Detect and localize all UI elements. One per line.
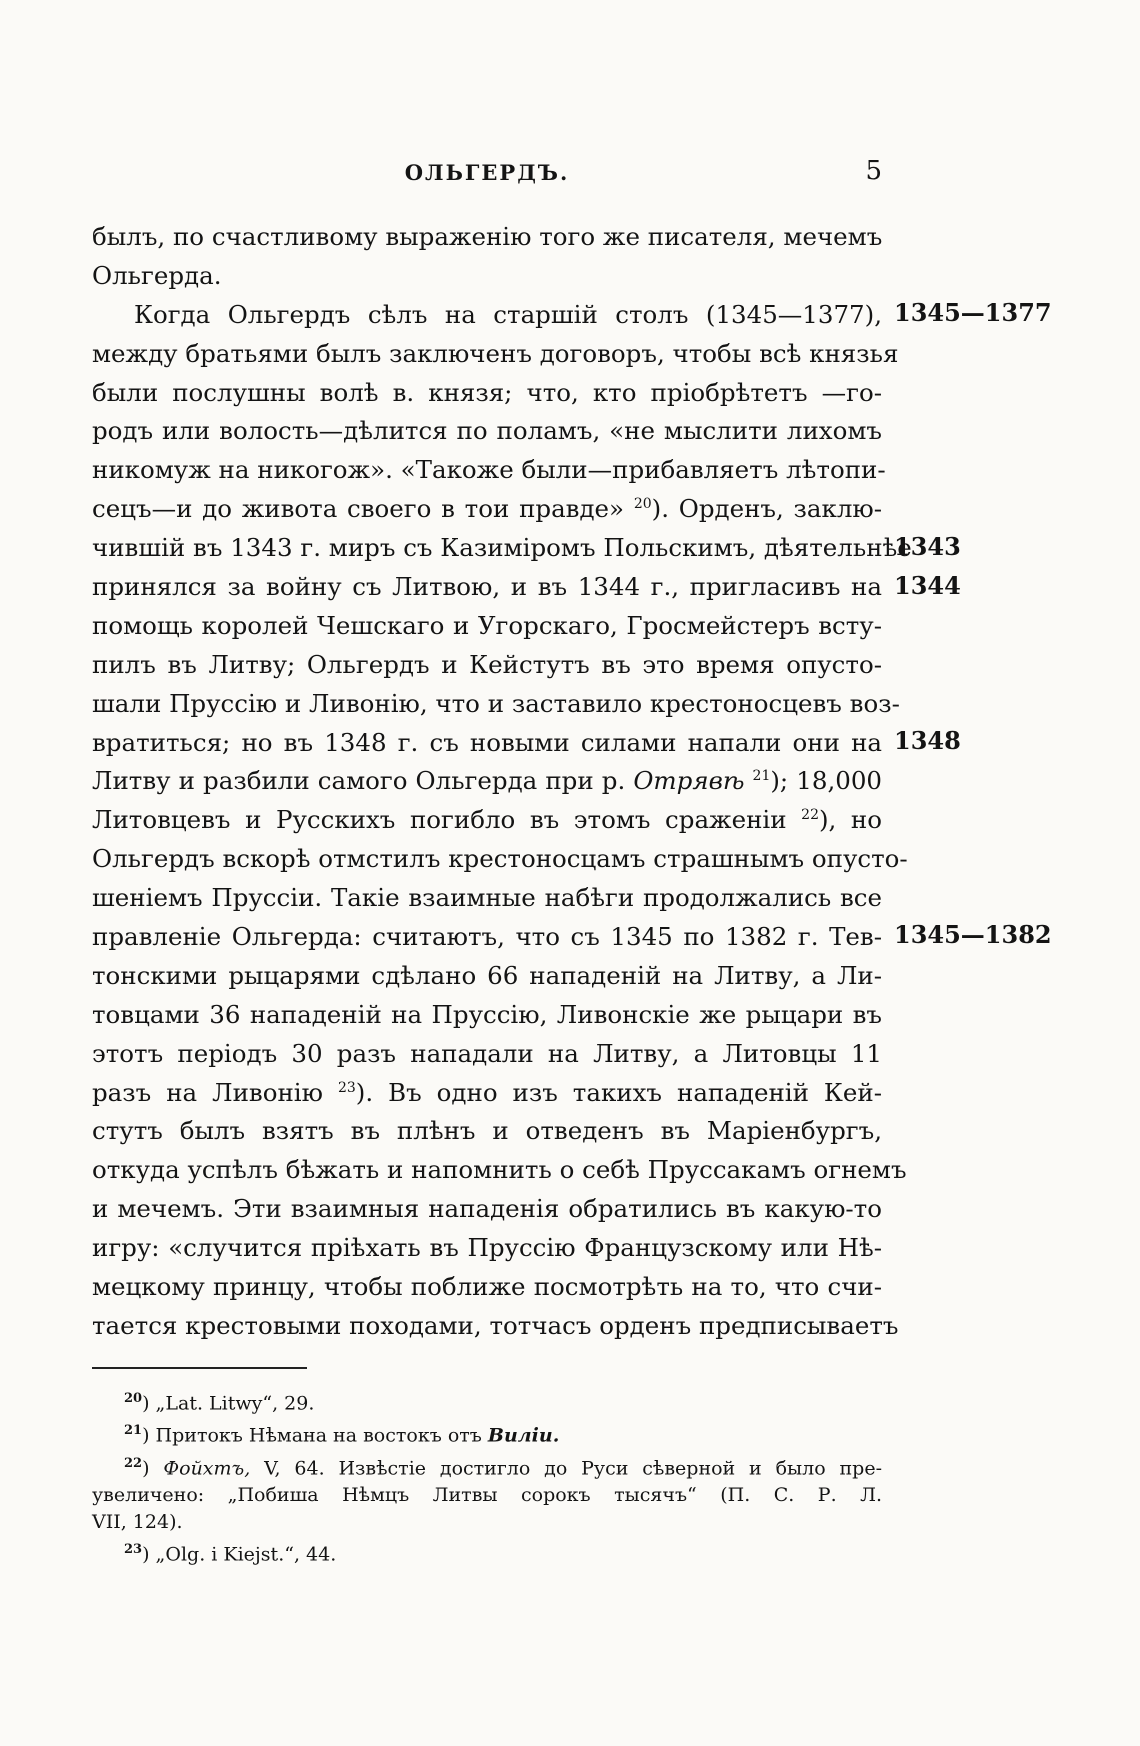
text-segment: Литву и разбили самого Ольгерда при р. xyxy=(92,766,626,796)
text-line: былъ, по счастливому выраженію того же писателя, мечемъ xyxy=(92,222,883,251)
text-line xyxy=(92,1074,882,1113)
footnote xyxy=(92,1385,882,1417)
text-line xyxy=(92,762,882,801)
text-line: шали Пруссію и Ливонію, что и заставило крестоносцевъ воз- xyxy=(92,688,900,718)
footnote-ref[interactable]: 22 xyxy=(801,807,819,824)
margin-date: 1343 xyxy=(894,532,961,561)
footnote-mark: 21 xyxy=(124,1423,143,1439)
footnote-author: Фойхтъ, xyxy=(163,1456,251,1479)
text-line: вратиться; но въ 1348 г. съ новыми силами напали они на xyxy=(92,727,882,757)
text-segment: ); 18,000 xyxy=(770,766,883,796)
text-line xyxy=(92,801,882,840)
text-segment: Литовцевъ и Русскихъ погибло въ этомъ сраженіи xyxy=(92,805,787,835)
margin-date: 1348 xyxy=(894,726,961,755)
text-segment: разъ на Ливонію xyxy=(92,1077,323,1107)
text-line: и мечемъ. Эти взаимныя нападенія обратились въ какую-то xyxy=(92,1194,882,1224)
footnote-continuation: увеличено: „Побиша Нѣмцъ Литвы сорокъ тысячъ“ (П. С. Р. Л. xyxy=(92,1483,882,1506)
text-line: принялся за войну съ Литвою, и въ 1344 г., пригласивъ на xyxy=(92,572,882,602)
footnotes xyxy=(92,1385,882,1568)
footnote-river: Виліи. xyxy=(487,1424,560,1447)
text-line xyxy=(92,490,882,529)
footnote-ref[interactable]: 20 xyxy=(633,496,652,513)
text-line: правленіе Ольгерда: считаютъ, что съ 1345 по 1382 г. Тев- xyxy=(92,922,882,952)
text-segment: ). Орденъ, заклю- xyxy=(651,494,882,524)
text-line: этотъ періодъ 30 разъ нападали на Литву, а Литовцы 11 xyxy=(92,1038,882,1068)
text-line: Ольгерда. xyxy=(92,260,222,290)
footnote-text: ) Притокъ Нѣмана на востокъ отъ xyxy=(142,1424,482,1447)
text-line: тается крестовыми походами, тотчасъ орденъ предписываетъ xyxy=(92,1310,899,1340)
text-line: тонскими рыцарями сдѣлано 66 нападеній на Литву, а Ли- xyxy=(92,960,882,990)
text-line: были послушны волѣ в. князя; что, кто пріобрѣтетъ —го- xyxy=(92,377,882,407)
text-line: игру: «случится пріѣхать въ Пруссію Французскому или Нѣ- xyxy=(92,1233,882,1263)
footnote-ref[interactable]: 23 xyxy=(337,1079,356,1096)
footnote-mark: 22 xyxy=(124,1455,143,1471)
footnote-continuation: VII, 124). xyxy=(92,1510,183,1533)
text-line: стутъ былъ взятъ въ плѣнъ и отведенъ въ Маріенбургъ, xyxy=(92,1116,882,1146)
footnote xyxy=(92,1417,882,1449)
margin-date: 1345—1377 xyxy=(894,298,1052,327)
text-segment: сецъ—и до живота своего в тои правде» xyxy=(92,494,625,524)
text-segment: ), но xyxy=(819,805,883,835)
running-head xyxy=(92,156,882,190)
text-line: мецкому принцу, чтобы поближе посмотрѣть на то, что счи- xyxy=(92,1272,882,1302)
page-title: ОЛЬГЕРДЪ. xyxy=(404,160,570,185)
footnote-text: ) „Lat. Litwy“, 29. xyxy=(142,1392,315,1415)
text-line: родъ или волость—дѣлится по поламъ, «не мыслити лихомъ xyxy=(92,416,882,446)
footnote-text: V, 64. Извѣстіе достигло до Руси сѣверной и было пре- xyxy=(250,1456,882,1479)
text-line: шеніемъ Пруссіи. Такіе взаимные набѣги продолжались все xyxy=(92,883,882,913)
text-line: Когда Ольгердъ сѣлъ на старшій столъ (1345—1377), xyxy=(134,299,882,329)
text-line: никомуж на никогож». «Такоже были—прибавляетъ лѣтопи- xyxy=(92,455,886,485)
footnote-ref[interactable]: 21 xyxy=(752,768,771,785)
text-line: чившій въ 1343 г. миръ съ Казиміромъ Польскимъ, дѣятельнѣе xyxy=(92,533,912,563)
footnote: $^{22}$) Фойхтъ, V, 64. Извѣстіе достигло до Руси сѣверной и было пре- xyxy=(124,1455,882,1479)
text-line: помощь королей Чешскаго и Угорскаго, Гросмейстеръ всту- xyxy=(92,610,882,640)
footnote-text: ) „Olg. i Kiejst.“, 44. xyxy=(142,1543,337,1566)
text-line: пилъ въ Литву; Ольгердъ и Кейстутъ въ это время опусто- xyxy=(92,649,882,679)
footnote-mark: 23 xyxy=(124,1541,143,1557)
margin-date: 1345—1382 xyxy=(894,920,1052,949)
text-line: откуда успѣлъ бѣжать и напомнить о себѣ Пруссакамъ огнемъ xyxy=(92,1155,907,1185)
text-line: Ольгердъ вскорѣ отмстилъ крестоносцамъ страшнымъ опусто- xyxy=(92,844,908,874)
river-name: Отрявѣ xyxy=(633,766,745,796)
footnote xyxy=(92,1536,882,1568)
footnote-divider xyxy=(92,1367,307,1369)
text-line: товцами 36 нападеній на Пруссію, Ливонскіе же рыцари въ xyxy=(92,999,882,1029)
text-segment: ). Въ одно изъ такихъ нападеній Кей- xyxy=(355,1077,882,1107)
page-number: 5 xyxy=(865,156,882,186)
text-line: между братьями былъ заключенъ договоръ, чтобы всѣ князья xyxy=(92,338,899,368)
margin-date: 1344 xyxy=(894,571,961,600)
main-text xyxy=(92,218,912,1346)
footnote-mark: 20 xyxy=(124,1391,143,1406)
